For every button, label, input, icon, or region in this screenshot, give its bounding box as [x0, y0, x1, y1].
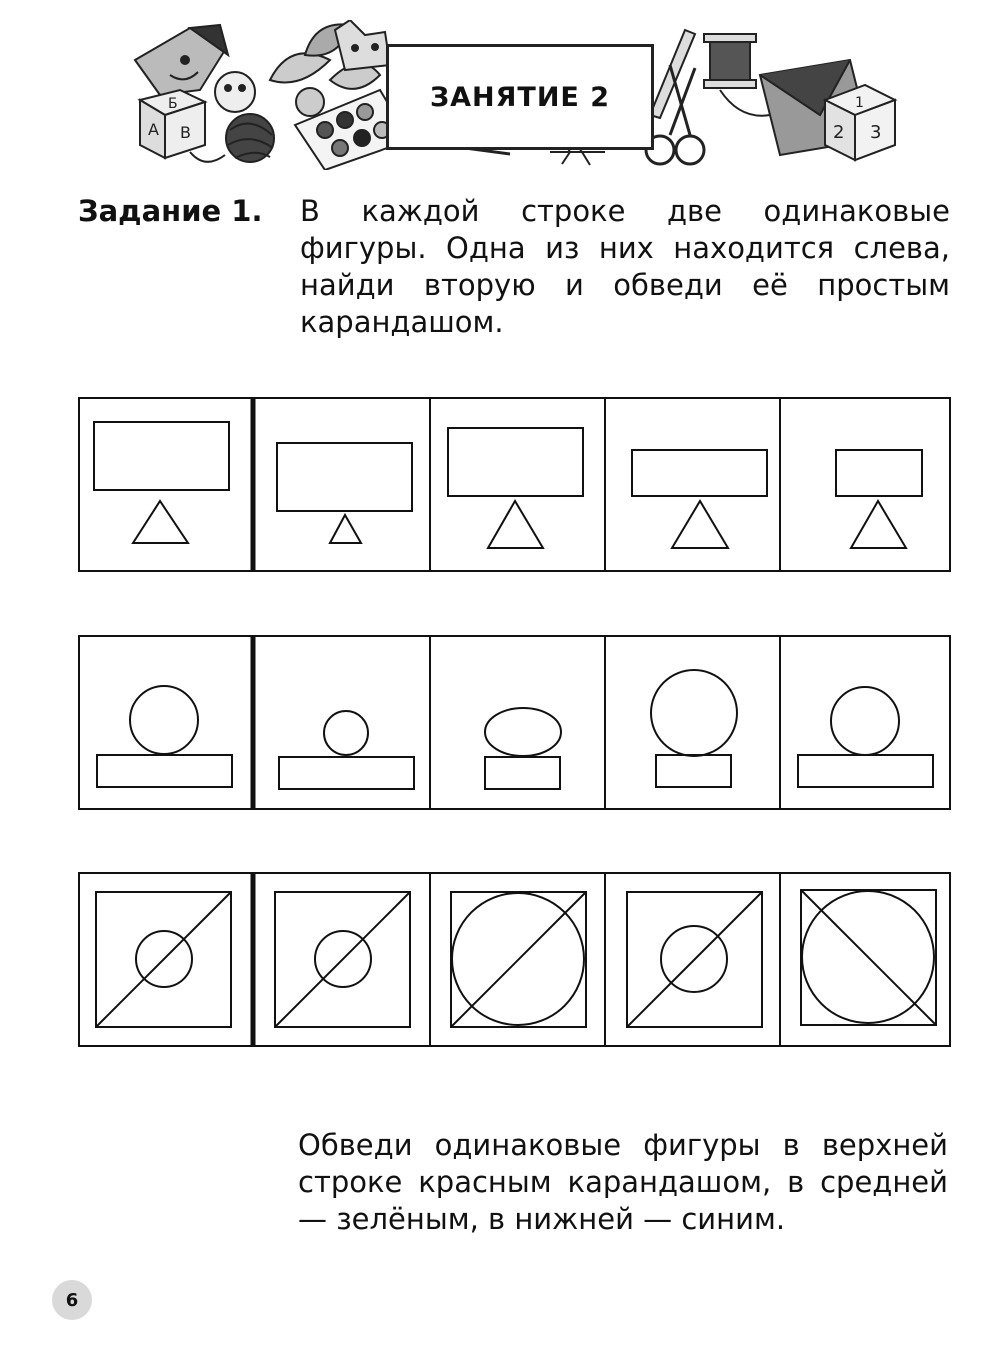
option-figure[interactable]: [275, 892, 410, 1027]
option-figure[interactable]: [627, 892, 762, 1027]
cube-digit-right: 3: [870, 122, 882, 143]
option-figure[interactable]: [451, 892, 586, 1027]
row-frame: [79, 398, 950, 571]
block-letter-right: В: [180, 123, 191, 142]
cat-icon: [335, 20, 390, 70]
option-figure[interactable]: [279, 711, 414, 789]
sample-figure: [96, 892, 231, 1027]
sample-figure: [97, 686, 232, 787]
figure-row-2: [78, 635, 951, 811]
row-frame: [79, 873, 950, 1046]
page-number: [52, 1280, 92, 1320]
footer-instruction: Обведи одинаковые фигуры в верхней строке красным карандашом, в средней — зелёным, в нижней — синим.: [298, 1128, 948, 1236]
letter-block-icon: [140, 90, 205, 158]
lesson-title: [386, 44, 654, 150]
task-label: Задание 1.: [78, 194, 263, 228]
row-frame: [79, 636, 950, 809]
sample-figure: [94, 422, 229, 543]
option-figure[interactable]: [651, 670, 737, 787]
option-figure[interactable]: [632, 450, 767, 548]
option-figure[interactable]: [798, 687, 933, 787]
number-block-icon: [825, 85, 895, 160]
figure-row-3: [78, 872, 951, 1048]
option-figure[interactable]: [277, 443, 412, 543]
block-letter-left: А: [148, 120, 159, 139]
page-number-text: 6: [65, 1289, 79, 1311]
option-figure[interactable]: [836, 450, 922, 548]
cube-digit-top: 1: [855, 95, 864, 111]
option-figure[interactable]: [448, 428, 583, 548]
task-text: В каждой строке две одинаковые фигуры. Одна из них находится слева, найди вторую и обведи её простым карандашом.: [300, 194, 950, 339]
dog-icon: [135, 25, 228, 95]
option-figure[interactable]: [801, 890, 936, 1025]
cube-digit-left: 2: [833, 122, 845, 143]
figure-row-1: [78, 397, 951, 573]
option-figure[interactable]: [485, 708, 561, 789]
block-letter-top: Б: [168, 96, 178, 112]
lesson-title-text: ЗАНЯТИЕ 2: [429, 81, 611, 113]
